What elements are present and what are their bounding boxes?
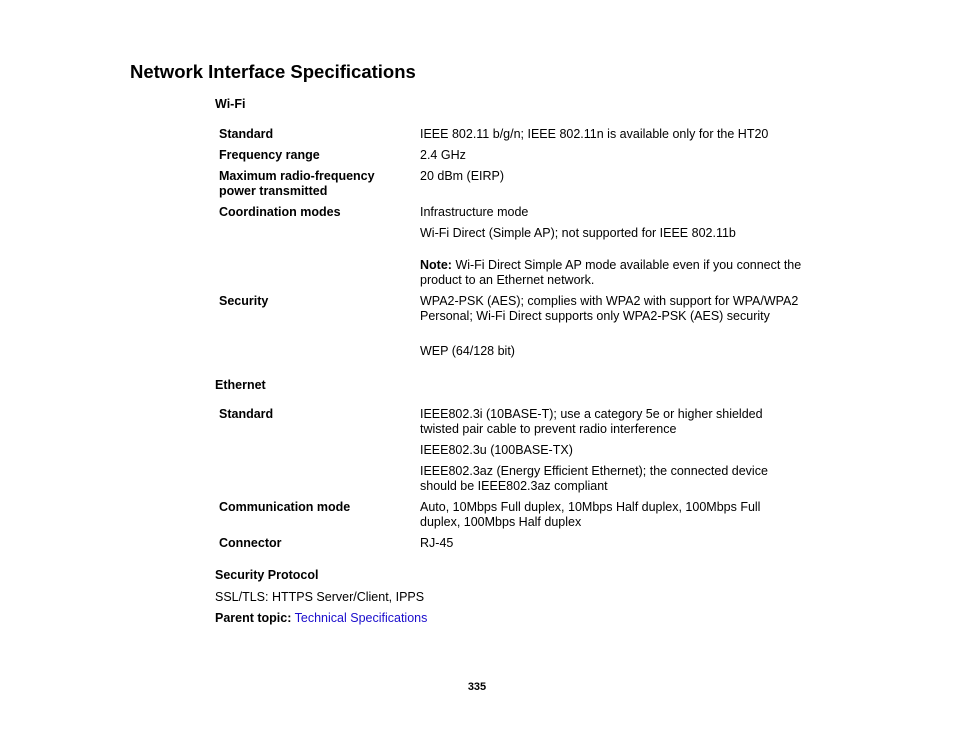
wifi-frequency-label: Frequency range bbox=[219, 148, 320, 162]
ethernet-communication-label: Communication mode bbox=[219, 500, 351, 514]
wifi-standard-label: Standard bbox=[219, 127, 274, 141]
page-number: 335 bbox=[467, 681, 487, 693]
ethernet-standard-value-1: IEEE802.3i (10BASE-T); use a category 5e or higher shielded twisted pair cable to prevent radio interference bbox=[420, 407, 763, 436]
security-protocol-text: SSL/TLS: HTTPS Server/Client, IPPS bbox=[215, 590, 425, 604]
ethernet-connector-label: Connector bbox=[219, 536, 282, 550]
parent-topic-label: Parent topic: bbox=[215, 611, 292, 625]
security-protocol-heading: Security Protocol bbox=[215, 568, 319, 582]
page-title: Network Interface Specifications bbox=[130, 61, 416, 82]
note-text: Wi-Fi Direct Simple AP mode available even if you connect the product to an Ethernet network. bbox=[420, 258, 802, 287]
wifi-coordination-note bbox=[420, 258, 815, 287]
wifi-heading: Wi-Fi bbox=[215, 97, 246, 111]
ethernet-connector-value: RJ-45 bbox=[420, 536, 454, 550]
ethernet-communication-value: Auto, 10Mbps Full duplex, 10Mbps Half duplex, 100Mbps Full duplex, 100Mbps Half duplex bbox=[420, 500, 761, 529]
ethernet-heading: Ethernet bbox=[215, 378, 266, 392]
note-label: Note: bbox=[420, 258, 452, 272]
wifi-security-value-1: WPA2-PSK (AES); complies with WPA2 with support for WPA/WPA2 Personal; Wi-Fi Direct supports only WPA2-PSK (AES) security bbox=[420, 294, 799, 323]
ethernet-standard-label: Standard bbox=[219, 407, 274, 421]
ethernet-standard-value-2: IEEE802.3u (100BASE-TX) bbox=[420, 443, 573, 457]
wifi-coordination-value-2: Wi-Fi Direct (Simple AP); not supported for IEEE 802.11b bbox=[420, 226, 736, 240]
wifi-security-label: Security bbox=[219, 294, 269, 308]
wifi-frequency-value: 2.4 GHz bbox=[420, 148, 466, 162]
wifi-standard-value: IEEE 802.11 b/g/n; IEEE 802.11n is available only for the HT20 bbox=[420, 127, 769, 141]
parent-topic bbox=[215, 611, 427, 625]
wifi-coordination-value-1: Infrastructure mode bbox=[420, 205, 529, 219]
wifi-security-value-2: WEP (64/128 bit) bbox=[420, 344, 515, 358]
ethernet-standard-value-3: IEEE802.3az (Energy Efficient Ethernet); the connected device should be IEEE802.3az compliant bbox=[420, 464, 768, 493]
wifi-coordination-label: Coordination modes bbox=[219, 205, 341, 219]
technical-specifications-link[interactable]: Technical Specifications bbox=[294, 611, 428, 625]
wifi-power-value: 20 dBm (EIRP) bbox=[420, 169, 505, 183]
wifi-power-label: Maximum radio-frequency power transmitted bbox=[219, 169, 375, 198]
